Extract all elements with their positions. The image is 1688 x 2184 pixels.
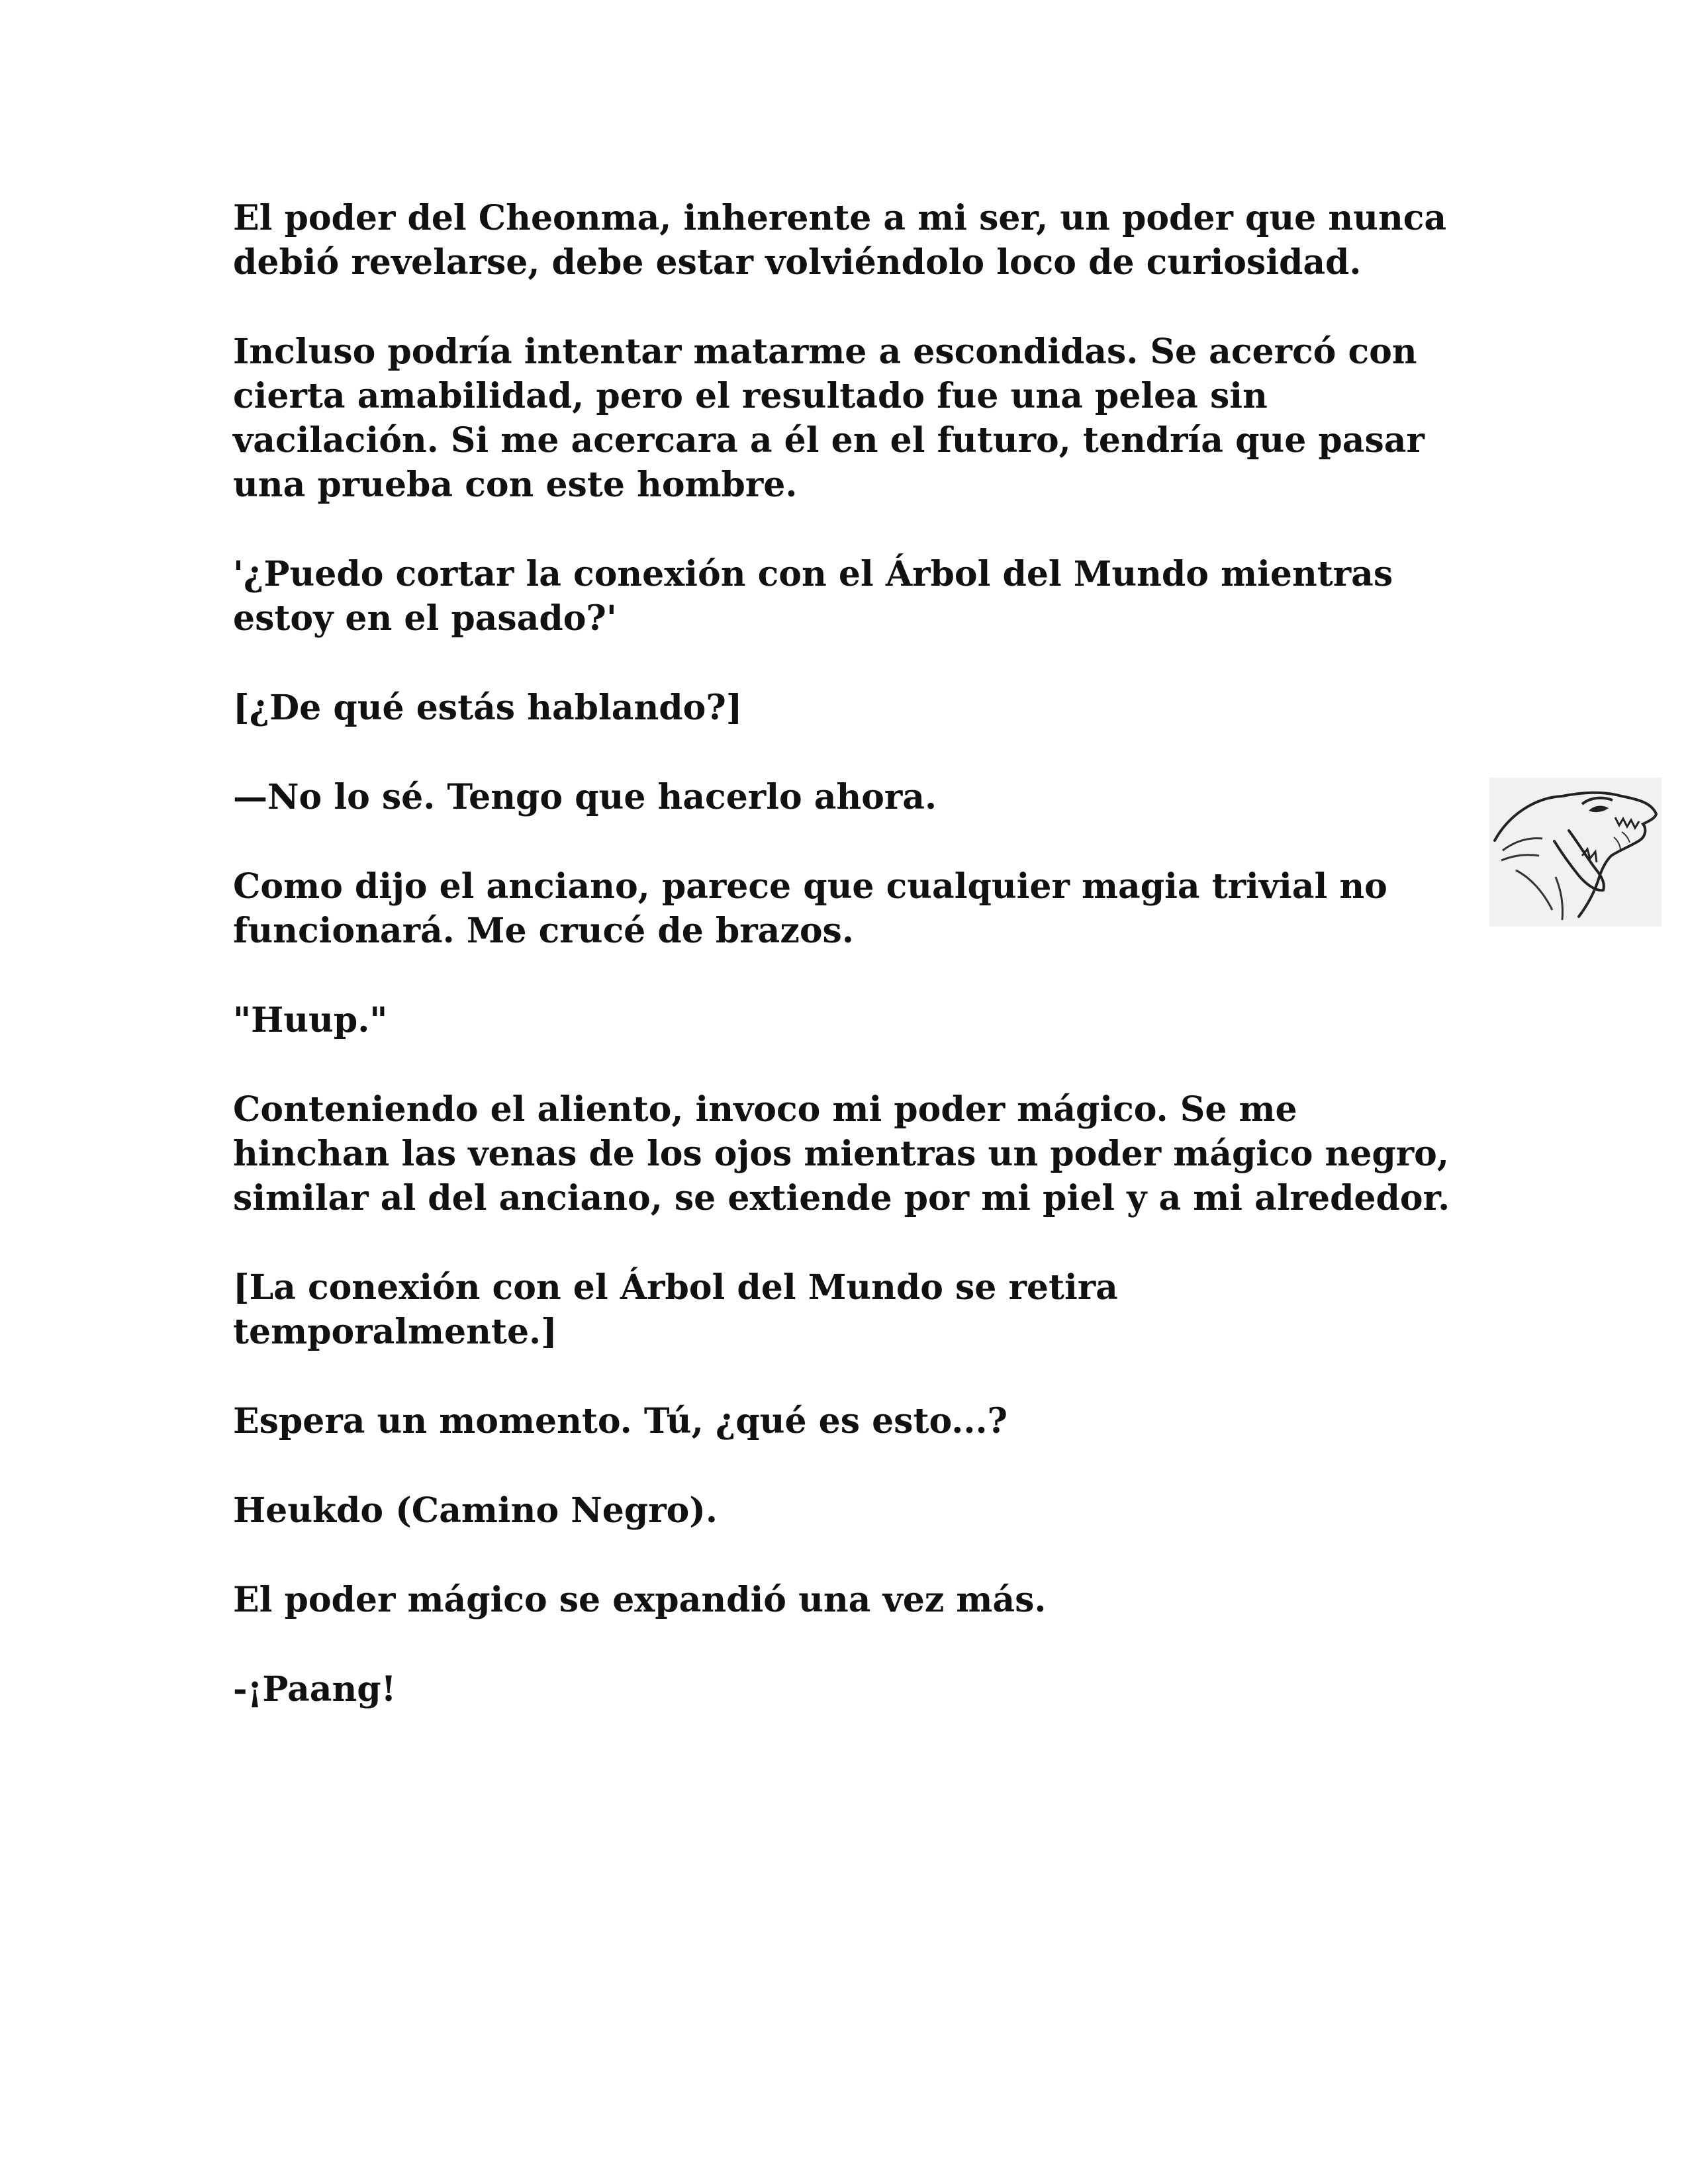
paragraph: Heukdo (Camino Negro). — [233, 1490, 718, 1531]
paragraph: Como dijo el anciano, parece que cualquier magia trivial no funcionará. Me crucé de brazos. — [233, 866, 1387, 951]
paragraph: [¿De qué estás hablando?] — [233, 688, 743, 728]
paragraph: Conteniendo el aliento, invoco mi poder mágico. Se me hinchan las venas de los ojos mientras un poder mágico negro, similar al del anciano, se extiende por mi piel y a mi alrededor. — [233, 1089, 1450, 1218]
body-text — [233, 196, 1451, 1756]
dinosaur-head-icon — [1489, 778, 1662, 927]
paragraph: —No lo sé. Tengo que hacerlo ahora. — [233, 777, 937, 817]
paragraph: "Huup." — [233, 1000, 388, 1040]
paragraph: El poder mágico se expandió una vez más. — [233, 1580, 1047, 1620]
paragraph: Espera un momento. Tú, ¿qué es esto...? — [233, 1401, 1008, 1441]
paragraph: Incluso podría intentar matarme a escondidas. Se acercó con cierta amabilidad, pero el resultado fue una pelea sin vacilación. Si me acercara a él en el futuro, tendría que pasar una prueba con este hombre. — [233, 332, 1425, 505]
paragraph: El poder del Cheonma, inherente a mi ser, un poder que nunca debió revelarse, debe estar volviéndolo loco de curiosidad. — [233, 198, 1447, 283]
paragraph: '¿Puedo cortar la conexión con el Árbol del Mundo mientras estoy en el pasado?' — [233, 554, 1393, 639]
paragraph: [La conexión con el Árbol del Mundo se retira temporalmente.] — [233, 1267, 1118, 1352]
paragraph: -¡Paang! — [233, 1669, 397, 1709]
